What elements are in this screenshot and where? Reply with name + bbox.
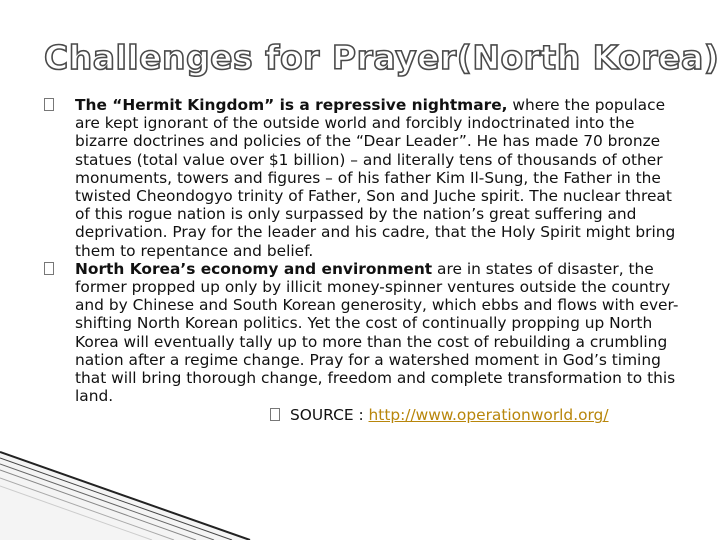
slide-body xyxy=(44,96,684,425)
bullet-icon xyxy=(44,262,54,275)
bullet-icon xyxy=(44,98,54,111)
bullet-icon xyxy=(270,408,280,421)
bullet-heading: North Korea’s economy and environment xyxy=(75,259,433,278)
bullet-item-economy xyxy=(44,260,684,406)
bullet-heading: The “Hermit Kingdom” is a repressive nightmare, xyxy=(75,96,508,114)
bullet-text: where the populace are kept ignorant of the outside world and forcibly indoctrinated into the bizarre doctrines and policies of the “Dear Leader”. He has made 70 bronze statues (total value over $1 billion) – and literally tens of thousands of other monuments, towers and figures – of his father Kim Il-Sung, the Father in the twisted Cheondogyo trinity of Father, Son and Juche spirit. The nuclear threat of this rogue nation is only surpassed by the nation’s great suffering and deprivation. Pray for the leader and his cadre, that the Holy Spirit might bring them to repentance and belief. xyxy=(75,96,676,260)
bullet-item-hermit-kingdom xyxy=(44,96,684,260)
source-label: SOURCE : xyxy=(290,406,369,425)
bullet-text: are in states of disaster, the former propped up only by illicit money-spinner ventures outside the country and by Chinese and South Korean generosity, which ebbs and flows with ever-shifting North Korean politics. Yet the cost of continually propping up North Korea will eventually tally up to more than the cost of rebuilding a crumbling nation after a regime change. Pray for a watershed moment in God’s timing that will bring thorough change, freedom and complete transformation to this land. xyxy=(75,259,679,406)
source-link[interactable]: http://www.operationworld.org/ xyxy=(368,406,609,425)
source-line xyxy=(44,406,684,424)
page-title: Challenges for Prayer(North Korea) xyxy=(44,38,720,77)
